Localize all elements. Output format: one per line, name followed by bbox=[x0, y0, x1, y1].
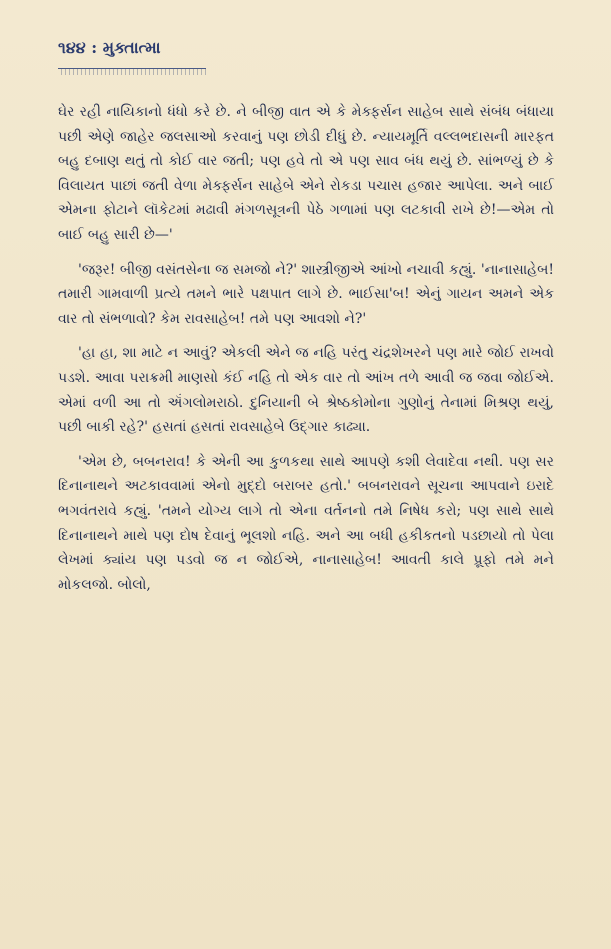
book-title: મુક્તાત્મા bbox=[102, 38, 161, 57]
running-header bbox=[58, 38, 161, 58]
page-number: ૧૪૪ bbox=[58, 38, 86, 57]
paragraph: 'એમ છે, બબનરાવ! કે એની આ કુળકથા સાથે આપણે કશી લેવાદેવા નથી. પણ સર દિનાનાથને અટકાવવામાં એનો મુદ્દો બરાબર હતો.' બબનરાવને સૂચના આપવાને ઇરાદે ભગવંતરાવે કહ્યું. 'તમને યોગ્ય લાગે તો એના વર્તનનો તમે નિષેધ કરો; પણ સાથે સાથે દિનાનાથને માથે પણ દોષ દેવાનું ભૂલશો નહિ. અને આ બધી હકીકતનો પડછાયો તો પેલા લેખમાં ક્યાંય પણ પડવો જ ન જોઈએ, નાનાસાહેબ! આવતી કાલે પ્રૂફો તમે મને મોકલજો. બોલો, bbox=[58, 453, 554, 593]
paragraph: 'હા હા, શા માટે ન આવું? એકલી એને જ નહિ પરંતુ ચંદ્રશેખરને પણ મારે જોઈ રાખવો પડશે. આવા પરાક્રમી માણસો કંઈ નહિ તો એક વાર તો આંખ તળે આવી જ જવા જોઈએ. એમાં વળી આ તો ઍંગલોમરાઠો. દુનિયાની બે શ્રેષ્ઠકોમોના ગુણોનું તેનામાં મિશ્રણ થયું, પછી બાકી રહે?' હસતાં હસતાં રાવસાહેબે ઉદ્ગાર કાઢ્યા. bbox=[58, 345, 554, 436]
header-separator: : bbox=[91, 38, 98, 57]
body-text bbox=[58, 100, 554, 607]
paragraph: 'જરૂર! બીજી વસંતસેના જ સમજો ને?' શાસ્ત્રીજીએ આંખો નચાવી કહ્યું. 'નાનાસાહેબ! તમારી ગામવાળી પ્રત્યે તમને ભારે પક્ષપાત લાગે છે. ભાઈસા'બ! એનું ગાયન અમને એક વાર તો સંભળાવો? કેમ રાવસાહેબ! તમે પણ આવશો ને?' bbox=[58, 261, 554, 327]
paragraph: ઘેર રહી નાયિકાનો ધંધો કરે છે. ને બીજી વાત એ કે મેક્ફર્સન સાહેબ સાથે સંબંધ બંધાયા પછી એણે જાહેર જલસાઓ કરવાનું પણ છોડી દીધું છે. ન્યાયમૂર્તિ વલ્લભદાસની મારફત બહુ દબાણ થતું તો કોઈ વાર જતી; પણ હવે તો એ પણ સાવ બંધ થયું છે. સાંભળ્યું છે કે વિલાયત પાછાં જતી વેળા મેક્ફર્સન સાહેબે એને રોકડા પચાસ હજાર આપેલા. અને બાઈ એમના ફોટાને લૉકેટમાં મઢાવી મંગળસૂત્રની પેઠે ગળામાં પણ લટકાવી રાખે છે!—એમ તો બાઈ બહુ સારી છે—' bbox=[58, 104, 554, 243]
header-underline bbox=[58, 68, 206, 75]
